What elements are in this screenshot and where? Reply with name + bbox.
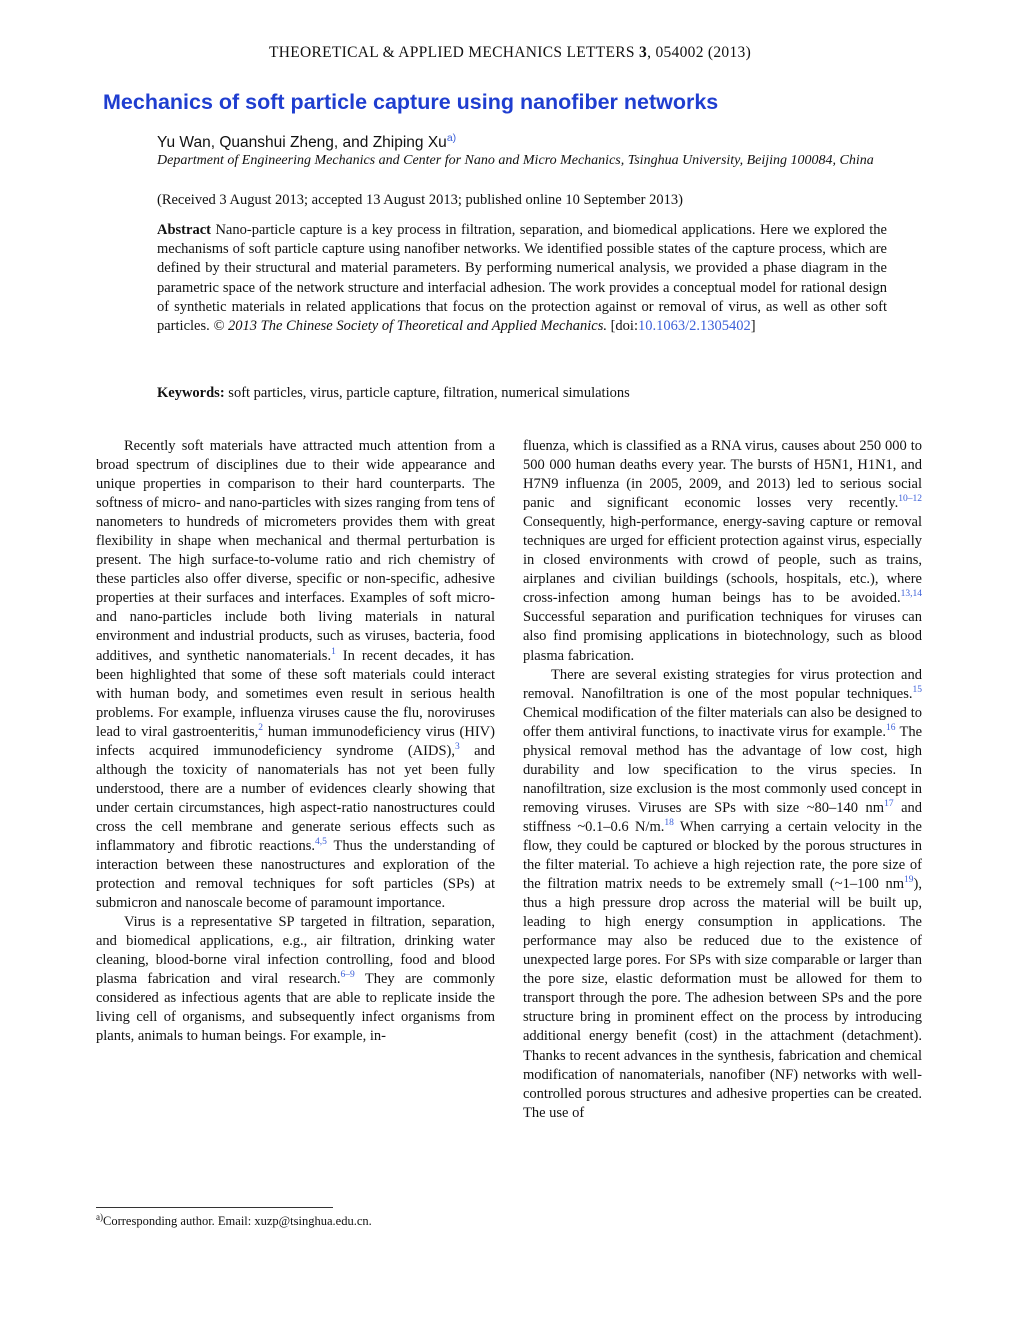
received-dates: (Received 3 August 2013; accepted 13 August 2013; published online 10 September 2013) bbox=[157, 192, 683, 208]
citation-link[interactable]: 3 bbox=[454, 741, 460, 752]
corresponding-mark[interactable]: a) bbox=[446, 132, 457, 144]
paragraph: There are several existing strategies for virus protection and removal. Nanofiltration is one of the most popular techniques.$^{15}$ Chemical modification of the filter materials can also be designed to offer them antiviral functions, to inactivate virus for example.$^{16}$ The physical removal method has the advantage of low cost, high durability and low specification to the virus species. In nanofiltration, size exclusion is the most commonly used concept in removing viruses. Viruses are SPs with size ~80–140 $nm^{17}$ and stiffness ~0.1–0.6 N/m.$^{18}$ When carrying a certain velocity in the flow, they could be captured or blocked by the porous structures in the filter material. To achieve a high rejection rate, the pore size of the filtration matrix needs to be extremely small (~1–100 $nm^{19}$), thus a high pressure drop across the material will be built up, leading to high energy consumption in applications. The performance may also be reduced due to the existence of unexpected large pores. For SPs with size comparable or larger than the pore size, elastic deformation must be allowed for them to transport through the pore. The adhesion between SPs and the pore structure bring in prominent effect on the process by introducing additional energy benefit (cost) in the attachment (detachment). Thanks to recent advances in the synthesis, fabrication and chemical modification of nanomaterials, nanofiber (NF) networks with well-controlled porous structures and adhesive properties can be created. The use of bbox=[523, 666, 923, 1121]
left-column bbox=[96, 437, 495, 1047]
keywords-label: Keywords: bbox=[157, 385, 225, 401]
author-list bbox=[157, 132, 456, 152]
citation-link[interactable]: 19 bbox=[904, 875, 914, 886]
paragraph: Recently soft materials have attracted much attention from a broad spectrum of disciplines due to their wide appearance and unique properties in comparison to their hard counterparts. The softness of micro- and nano-particles with sizes ranging from tens of nanometers to hundreds of micrometers provides them with great flexibility in shape when mechanical and thermal perturbation is present. The high surface-to-volume ratio and rich chemistry of these particles also offer diverse, specific or non-specific, adhesive properties at their surfaces and interfaces. Examples of soft micro- and nano-particles include both living materials in natural environment and industrial products, such as viruses, bacteria, food additives, and synthetic nanomaterials.$^1$ In recent decades, it has been highlighted that some of these soft materials could interact with human body, and sometimes even result in serious health problems. For example, influenza viruses cause the flu, noroviruses lead to viral gastroenteritis,$^2$ human immunodeficiency virus (HIV) infects acquired immunodeficiency syndrome (AIDS),$^3$ and although the toxicity of nanomaterials has not yet been fully understood, there are a number of evidences clearly showing that under certain circumstances, high aspect-ratio nanostructures could cross the cell membrane and generate serious effects such as inflammatory and fibrotic reactions.$^{4,5}$ Thus the understanding of interaction between these nanostructures and exploration of the protection and removal techniques for soft particles (SPs) at submicron and nanoscale become of paramount importance. bbox=[96, 438, 496, 912]
citation-link[interactable]: 10–12 bbox=[898, 494, 922, 505]
citation-link[interactable]: 13,14 bbox=[900, 589, 922, 600]
footnote-rule bbox=[96, 1207, 333, 1208]
citation-link[interactable]: 15 bbox=[912, 684, 922, 695]
footnote-text: Corresponding author. Email: xuzp@tsinghua.edu.cn. bbox=[103, 1214, 372, 1229]
right-column bbox=[523, 437, 922, 1123]
paragraph: Virus is a representative SP targeted in filtration, separation, and biomedical applications, e.g., air filtration, drinking water cleaning, blood-borne viral infection controlling, food and blood plasma fabrication and viral research.$^{6-9}$ They are commonly considered as infectious agents that are able to replicate inside the living cell of organisms, and subsequently infect organisms from plants, animals to human beings. For example, in- bbox=[96, 914, 495, 1045]
citation-link[interactable]: 1 bbox=[331, 646, 336, 657]
copyright: © 2013 The Chinese Society of Theoretical and Applied Mechanics. bbox=[213, 318, 607, 335]
citation-link[interactable]: 4,5 bbox=[315, 837, 327, 848]
journal-name: THEORETICAL & APPLIED MECHANICS LETTERS bbox=[268, 44, 635, 61]
paper-title: Mechanics of soft particle capture using nanofiber networks bbox=[103, 90, 719, 114]
abstract bbox=[157, 221, 887, 336]
affiliation: Department of Engineering Mechanics and Center for Nano and Micro Mechanics, Tsinghua University, Beijing 100084, China bbox=[157, 153, 874, 168]
citation-link[interactable]: 2 bbox=[258, 722, 264, 733]
citation-link[interactable]: 17 bbox=[884, 799, 894, 810]
citation-link[interactable]: 16 bbox=[885, 722, 896, 733]
citation-link[interactable]: 6–9 bbox=[340, 970, 355, 981]
doi-link[interactable]: 10.1063/2.1305402 bbox=[637, 318, 751, 335]
footnote bbox=[96, 1212, 372, 1229]
footnote-mark: a) bbox=[96, 1212, 103, 1222]
abstract-text: Nano-particle capture is a key process in filtration, separation, and biomedical applications. Here we explored the mechanisms of soft particle capture using nanofiber networks. We identified possible states of the capture process, which are defined by their structural and material parameters. By performing numerical analysis, we provided a phase diagram in the parametric space of the network structure and interfacial adhesion. The work provides a conceptual model for rational design of synthetic materials in related applications that focus on the protection against or removal of virus, as well as other soft particles. bbox=[157, 222, 887, 335]
paragraph: fluenza, which is classified as a RNA virus, causes about 250 000 to 500 000 human deaths every year. The bursts of H5N1, H1N1, and H7N9 influenza (in 2005, 2009, and 2013) led to serious social panic and significant economic losses very recently.$^{10-12}$ Consequently, high-performance, energy-saving capture or removal techniques are urged for efficient protection against virus, especially in closed environments with crowd of people, such as trains, airplanes and civilian buildings (schools, hospitals, etc.), where cross-infection among human beings has to be avoided.$^{13,14}$ Successful separation and purification techniques for viruses can also find promising applications in biotechnology, such as blood plasma fabrication. bbox=[523, 438, 922, 664]
author-names: Yu Wan, Quanshui Zheng, and Zhiping Xu bbox=[157, 134, 447, 152]
running-header bbox=[0, 44, 1020, 62]
keywords-text: soft particles, virus, particle capture, filtration, numerical simulations bbox=[228, 385, 630, 401]
volume: 3 bbox=[639, 44, 648, 61]
citation: , 054002 (2013) bbox=[647, 44, 752, 61]
doi-prefix: [doi: bbox=[610, 318, 638, 335]
abstract-label: Abstract bbox=[157, 222, 211, 238]
keywords bbox=[157, 385, 630, 402]
doi-suffix: ] bbox=[750, 318, 756, 335]
citation-link[interactable]: 18 bbox=[664, 818, 674, 829]
